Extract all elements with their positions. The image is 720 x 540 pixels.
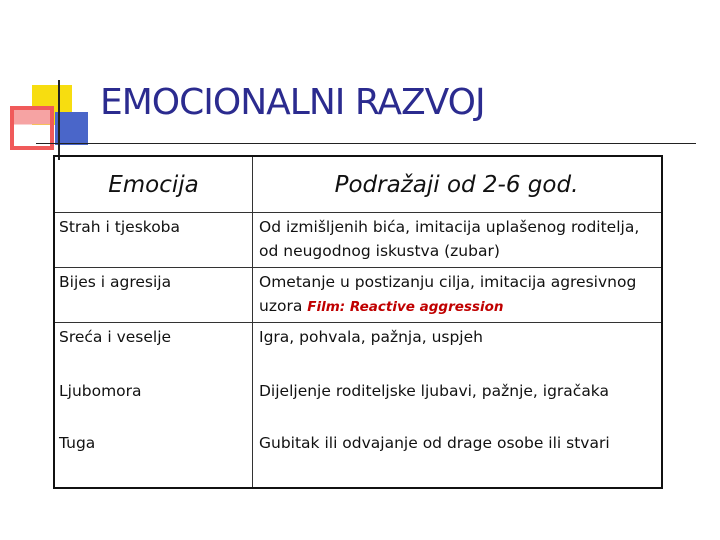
film-note: Film: Reactive aggression	[307, 299, 504, 315]
table-cell-stimuli: Gubitak ili odvajanje od drage osobe ili stvari	[259, 434, 610, 452]
table-cell-stimuli: Dijeljenje roditeljske ljubavi, pažnje, igračaka	[259, 382, 610, 400]
table-cell-stimuli: Igra, pohvala, pažnja, uspjeh	[259, 328, 483, 346]
table-cell-emotion: Ljubomora	[59, 382, 142, 400]
row-divider	[55, 322, 661, 323]
row-divider	[55, 212, 661, 213]
table-cell-stimuli: Od izmišljenih bića, imitacija uplašenog roditelja, od neugodnog iskustva (zubar)	[259, 218, 640, 260]
table-cell-emotion: Sreća i veselje	[59, 328, 172, 346]
table-cell-stimuli	[259, 270, 663, 319]
title-underline	[36, 143, 696, 144]
row-divider	[55, 267, 661, 268]
emotions-table	[53, 155, 663, 489]
header-emotion: Emocija	[108, 171, 199, 198]
table-cell-emotion: Tuga	[59, 434, 96, 452]
stimuli-text: Ometanje u postizanju cilja, imitacija agresivnog uzora	[259, 273, 637, 315]
header-stimuli: Podražaji od 2-6 god.	[334, 171, 579, 198]
table-cell-emotion: Bijes i agresija	[59, 273, 172, 291]
decorative-vertical-line	[58, 80, 60, 160]
slide-title: EMOCIONALNI RAZVOJ	[100, 82, 485, 123]
table-cell-emotion: Strah i tjeskoba	[59, 218, 181, 236]
